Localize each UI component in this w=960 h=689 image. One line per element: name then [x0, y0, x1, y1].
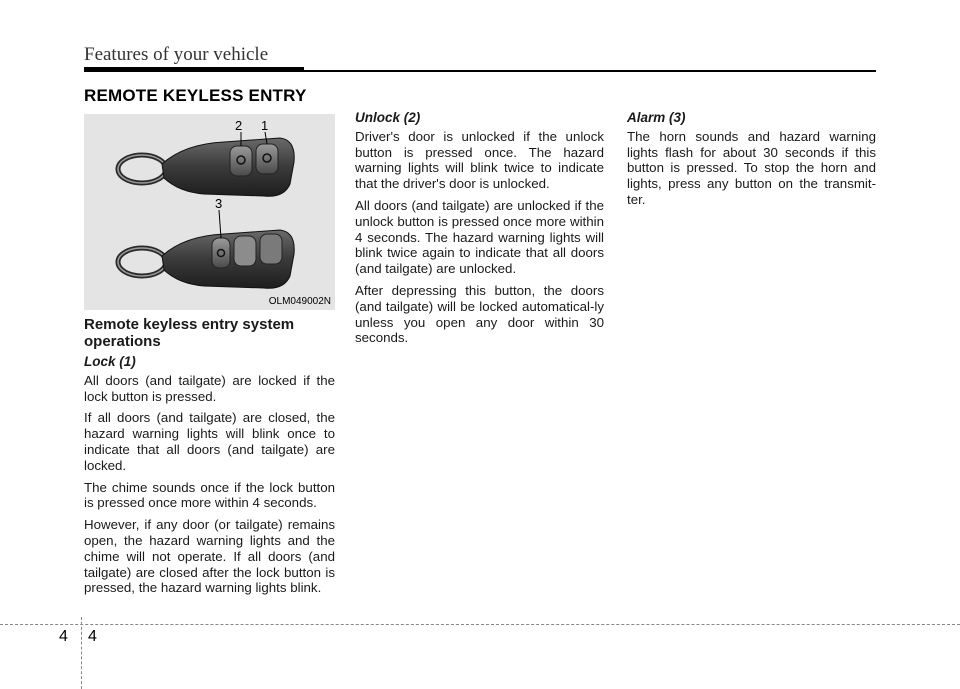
paragraph: However, if any door (or tailgate) remains open, the hazard warning lights and the chime will not operate. If all doors (and tailgate) are closed after the lock button is pressed, the hazard warning lights blink.	[84, 517, 335, 596]
page-header-title: Features of your vehicle	[84, 44, 269, 65]
lower-key-fob	[118, 210, 294, 288]
figure-code: OLM049002N	[268, 296, 331, 307]
paragraph: If all doors (and tailgate) are closed, the hazard warning lights will blink once to indicate that all doors (and tailgate) are locked.	[84, 410, 335, 473]
upper-key-fob	[118, 132, 294, 196]
callout-2: 2	[235, 118, 243, 133]
key-fob-figure	[84, 114, 335, 310]
paragraph: The chime sounds once if the lock button is pressed once more within 4 seconds.	[84, 479, 335, 511]
operations-subtitle: Remote keyless entry system operations	[84, 316, 295, 350]
callout-3: 3	[215, 196, 223, 211]
paragraph: All doors (and tailgate) are unlocked if the unlock button is pressed once more within 4 seconds. The hazard warning lights will blink twice again to indicate that all doors (and tailgate) are unlocked.	[355, 197, 604, 277]
paragraph: All doors (and tailgate) are locked if the lock button is pressed.	[84, 372, 335, 404]
column-1	[84, 316, 335, 602]
paragraph: After depressing this button, the doors (and tailgate) will be locked automatical-ly unless you open any door within 30 seconds.	[355, 282, 604, 346]
unlock-title: Unlock (2)	[355, 110, 421, 125]
paragraph: The horn sounds and hazard warning lights flash for about 30 seconds if this button is pressed. To stop the horn and lights, press any button on the transmit-ter.	[627, 128, 876, 207]
section-title: REMOTE KEYLESS ENTRY	[84, 86, 307, 105]
lock-title: Lock (1)	[84, 354, 136, 369]
callout-1: 1	[261, 118, 269, 133]
header-rule	[84, 70, 876, 72]
key-fob-icon	[84, 114, 335, 310]
column-2	[355, 110, 604, 352]
footer-divider	[81, 617, 82, 689]
footer-rule	[0, 624, 960, 625]
page-number: 4	[88, 628, 97, 645]
page-section-number: 4	[59, 628, 68, 645]
alarm-title: Alarm (3)	[627, 110, 686, 125]
paragraph: Driver's door is unlocked if the unlock button is pressed once. The hazard warning lights will blink twice to indicate that the driver's door is unlocked.	[355, 128, 604, 192]
column-3	[627, 110, 876, 214]
